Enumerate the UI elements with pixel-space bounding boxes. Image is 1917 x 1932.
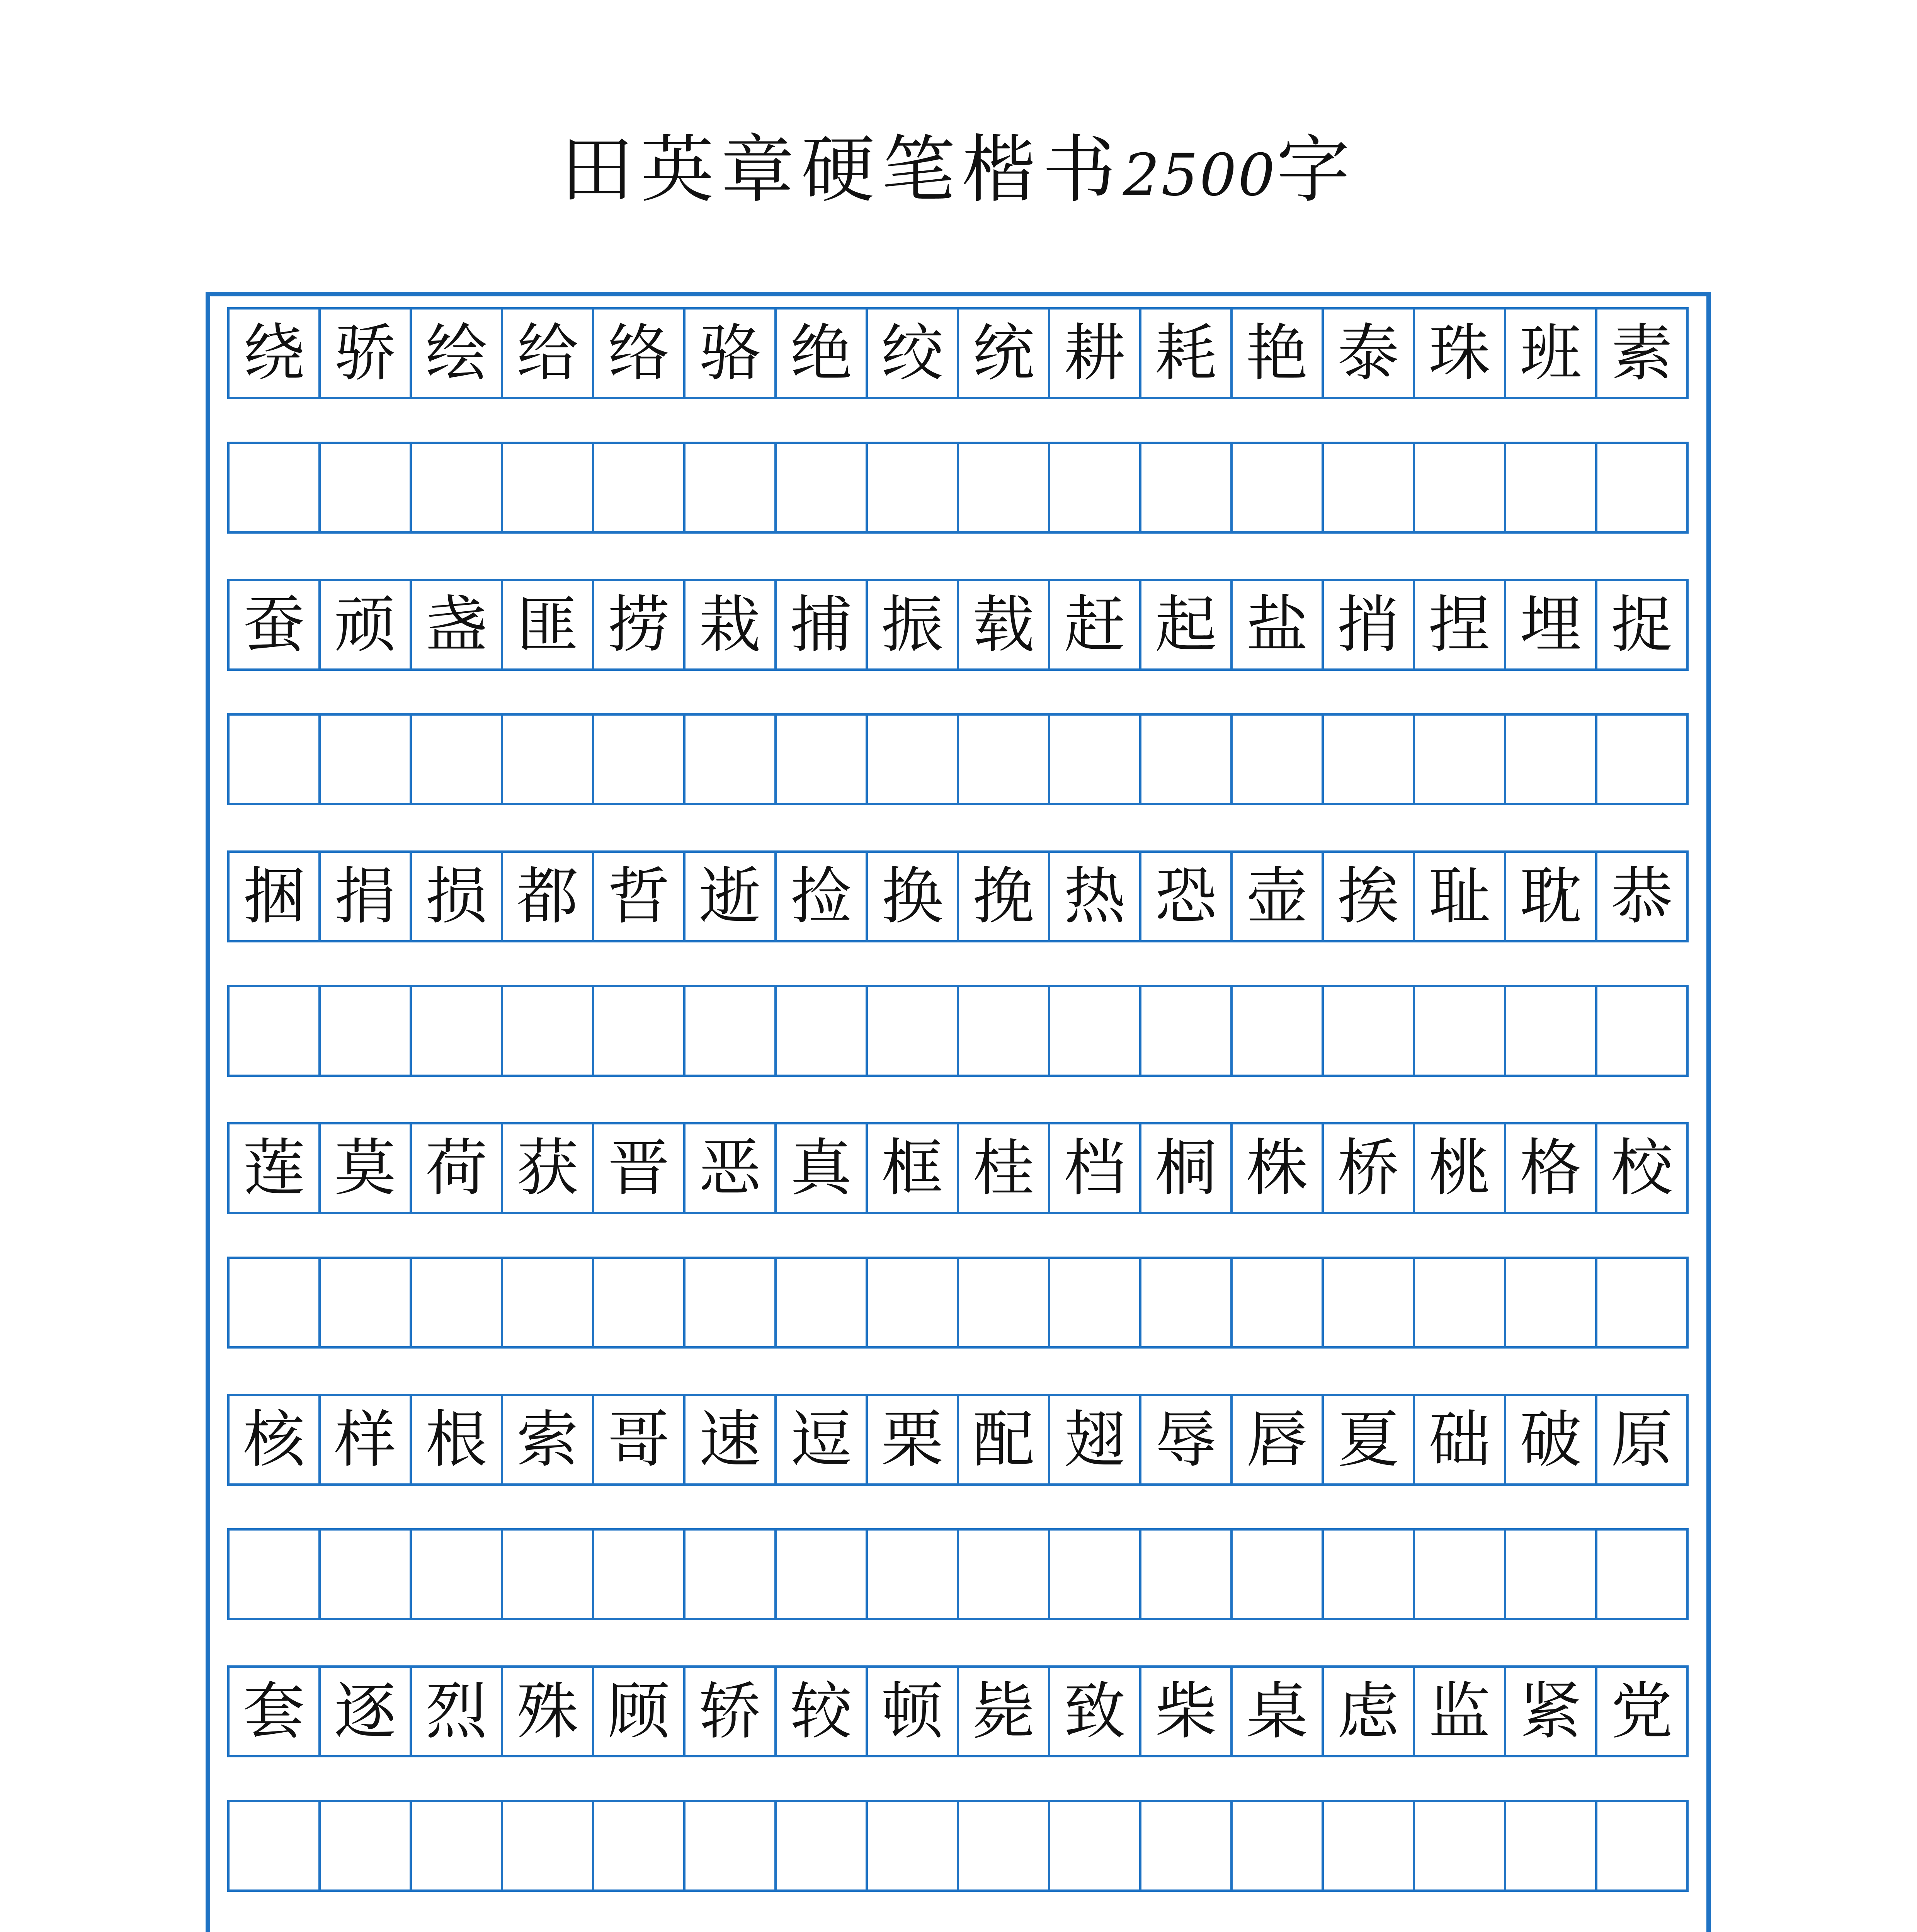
practice-blank-cell[interactable]: [1233, 987, 1324, 1077]
practice-blank-cell[interactable]: [1415, 716, 1506, 805]
character-cell: 班: [1506, 310, 1597, 399]
character-cell: 莫: [321, 1124, 412, 1214]
character-cell: 哲: [594, 853, 685, 942]
character-cell: 挽: [959, 853, 1050, 942]
character-cell: 桥: [1324, 1124, 1415, 1214]
practice-blank-cell[interactable]: [594, 1531, 685, 1620]
character-cell: 耗: [1141, 310, 1233, 399]
practice-blank-cell[interactable]: [1415, 987, 1506, 1077]
practice-blank-cell[interactable]: [1506, 444, 1597, 534]
practice-blank-cell[interactable]: [1233, 1531, 1324, 1620]
character-cell: 致: [1050, 1668, 1141, 1757]
practice-blank-cell[interactable]: [868, 1259, 959, 1349]
character-cell: 柴: [1141, 1668, 1233, 1757]
character-cell: 顽: [321, 581, 412, 671]
character-cell: 耽: [1506, 853, 1597, 942]
character-cell: 捉: [1597, 581, 1689, 671]
character-cell: 档: [1050, 1124, 1141, 1214]
character-cell: 热: [1050, 853, 1141, 942]
character-cell: 统: [959, 310, 1050, 399]
practice-blank-cell[interactable]: [594, 444, 685, 534]
practice-blank-cell[interactable]: [503, 1531, 594, 1620]
practice-blank-cell[interactable]: [503, 1802, 594, 1892]
character-cell: 盏: [412, 581, 503, 671]
practice-blank-cell[interactable]: [685, 444, 777, 534]
practice-blank-cell[interactable]: [1050, 987, 1141, 1077]
practice-blank-cell[interactable]: [777, 444, 868, 534]
practice-blank-cell[interactable]: [1324, 1531, 1415, 1620]
practice-blank-cell[interactable]: [594, 987, 685, 1077]
practice-blank-cell[interactable]: [1050, 1802, 1141, 1892]
character-cell: 捏: [1415, 581, 1506, 671]
practice-blank-cell[interactable]: [959, 1259, 1050, 1349]
practice-blank-cell[interactable]: [230, 716, 321, 805]
practice-blank-cell[interactable]: [1415, 1802, 1506, 1892]
practice-blank-cell[interactable]: [1506, 716, 1597, 805]
character-cell: 绕: [230, 310, 321, 399]
practice-blank-cell[interactable]: [959, 1531, 1050, 1620]
character-cell: 校: [1597, 1124, 1689, 1214]
practice-blank-cell[interactable]: [412, 987, 503, 1077]
practice-blank-cell[interactable]: [959, 444, 1050, 534]
character-cell: 都: [503, 853, 594, 942]
character-cell: 逝: [685, 853, 777, 942]
character-cell: 较: [777, 1668, 868, 1757]
practice-blank-cell[interactable]: [1415, 1531, 1506, 1620]
character-cell: 样: [321, 1396, 412, 1486]
practice-blank-cell[interactable]: [777, 1259, 868, 1349]
character-cell: 骄: [321, 310, 412, 399]
practice-blank-cell[interactable]: [685, 1802, 777, 1892]
character-cell: 振: [868, 581, 959, 671]
character-cell: 殊: [503, 1668, 594, 1757]
character-cell: 真: [777, 1124, 868, 1214]
character-cell: 损: [412, 853, 503, 942]
practice-blank-cell[interactable]: [868, 1531, 959, 1620]
character-cell: 蚕: [230, 581, 321, 671]
character-cell: 桐: [1141, 1124, 1233, 1214]
title-number: 2500: [1123, 142, 1277, 209]
practice-blank-row: [227, 985, 1689, 1077]
character-cell: 顾: [594, 1668, 685, 1757]
practice-blank-cell[interactable]: [1141, 444, 1233, 534]
character-cell: 匪: [503, 581, 594, 671]
character-cell: 绘: [412, 310, 503, 399]
character-cell: 捡: [777, 853, 868, 942]
character-cell: 烈: [412, 1668, 503, 1757]
character-cell: 埋: [1506, 581, 1597, 671]
practice-blank-cell[interactable]: [503, 1259, 594, 1349]
practice-blank-cell[interactable]: [1233, 716, 1324, 805]
character-cell: 获: [503, 1124, 594, 1214]
character-cell: 恶: [685, 1124, 777, 1214]
character-cell: 莲: [230, 1124, 321, 1214]
practice-blank-cell[interactable]: [777, 1802, 868, 1892]
character-cell: 核: [230, 1396, 321, 1486]
practice-blank-cell[interactable]: [1597, 987, 1689, 1077]
practice-blank-row: [227, 1800, 1689, 1892]
character-cell: 毙: [959, 1668, 1050, 1757]
practice-blank-cell[interactable]: [503, 444, 594, 534]
practice-blank-cell[interactable]: [321, 444, 412, 534]
character-cell: 绞: [868, 310, 959, 399]
practice-blank-cell[interactable]: [1233, 444, 1324, 534]
practice-blank-cell[interactable]: [1141, 1802, 1233, 1892]
character-cell: 栗: [868, 1396, 959, 1486]
title-text: 田英章硬笔楷书: [560, 127, 1123, 213]
character-cell: 壶: [1233, 853, 1324, 942]
character-cell: 唇: [1233, 1396, 1324, 1486]
character-cell: 盐: [1233, 581, 1324, 671]
character-cell: 株: [1233, 1124, 1324, 1214]
character-cell: 翅: [1050, 1396, 1141, 1486]
practice-blank-cell[interactable]: [412, 1531, 503, 1620]
character-cell: 络: [594, 310, 685, 399]
practice-blank-cell[interactable]: [321, 716, 412, 805]
practice-blank-cell[interactable]: [412, 1802, 503, 1892]
practice-blank-cell[interactable]: [1415, 444, 1506, 534]
practice-blank-cell[interactable]: [685, 1259, 777, 1349]
character-cell: 桌: [1233, 1668, 1324, 1757]
character-cell: 恐: [1141, 853, 1233, 942]
practice-blank-row: [227, 1257, 1689, 1349]
character-cell: 素: [1597, 310, 1689, 399]
character-cell: 捞: [594, 581, 685, 671]
character-cell: 珠: [1415, 310, 1506, 399]
character-row: [227, 1122, 1689, 1214]
practice-blank-cell[interactable]: [777, 1531, 868, 1620]
character-cell: 晋: [594, 1124, 685, 1214]
character-cell: 捐: [321, 853, 412, 942]
practice-blank-cell[interactable]: [321, 1531, 412, 1620]
practice-blank-cell[interactable]: [1597, 1259, 1689, 1349]
character-cell: 破: [1506, 1396, 1597, 1486]
character-cell: 紧: [1506, 1668, 1597, 1757]
character-cell: 逐: [321, 1668, 412, 1757]
practice-blank-cell[interactable]: [1050, 1531, 1141, 1620]
practice-blank-cell[interactable]: [321, 1259, 412, 1349]
character-cell: 给: [503, 310, 594, 399]
title-suffix: 字: [1276, 127, 1357, 213]
character-cell: 耕: [1050, 310, 1141, 399]
practice-blank-cell[interactable]: [1324, 444, 1415, 534]
practice-blank-cell[interactable]: [1324, 987, 1415, 1077]
practice-blank-cell[interactable]: [412, 716, 503, 805]
practice-blank-cell[interactable]: [1141, 987, 1233, 1077]
character-cell: 辱: [1141, 1396, 1233, 1486]
practice-blank-cell[interactable]: [868, 444, 959, 534]
practice-blank-cell[interactable]: [959, 1802, 1050, 1892]
character-cell: 耻: [1415, 853, 1506, 942]
practice-blank-cell[interactable]: [1415, 1259, 1506, 1349]
practice-blank-cell[interactable]: [1597, 1802, 1689, 1892]
character-cell: 桃: [1415, 1124, 1506, 1214]
character-cell: 虑: [1324, 1668, 1415, 1757]
page-title: [0, 128, 1917, 218]
character-cell: 恭: [1597, 853, 1689, 942]
character-cell: 荷: [412, 1124, 503, 1214]
character-cell: 格: [1506, 1124, 1597, 1214]
character-cell: 础: [1415, 1396, 1506, 1486]
character-cell: 艳: [1233, 310, 1324, 399]
character-cell: 夏: [1324, 1396, 1415, 1486]
practice-blank-cell[interactable]: [321, 1802, 412, 1892]
practice-blank-cell[interactable]: [777, 987, 868, 1077]
practice-blank-cell[interactable]: [1506, 1531, 1597, 1620]
practice-blank-cell[interactable]: [1050, 444, 1141, 534]
practice-blank-cell[interactable]: [1324, 1259, 1415, 1349]
practice-blank-cell[interactable]: [1141, 716, 1233, 805]
practice-blank-cell[interactable]: [321, 987, 412, 1077]
practice-blank-cell[interactable]: [1141, 1531, 1233, 1620]
practice-blank-cell[interactable]: [230, 1531, 321, 1620]
character-cell: 起: [1141, 581, 1233, 671]
character-row: [227, 579, 1689, 671]
practice-blank-cell[interactable]: [412, 444, 503, 534]
character-cell: 轿: [685, 1668, 777, 1757]
character-row: [227, 307, 1689, 399]
practice-blank-row: [227, 442, 1689, 534]
practice-blank-cell[interactable]: [230, 1259, 321, 1349]
practice-blank-cell[interactable]: [1141, 1259, 1233, 1349]
character-cell: 根: [412, 1396, 503, 1486]
practice-blank-cell[interactable]: [230, 444, 321, 534]
character-row: [227, 850, 1689, 942]
practice-blank-cell[interactable]: [412, 1259, 503, 1349]
character-row: [227, 1394, 1689, 1486]
practice-blank-row: [227, 713, 1689, 805]
character-cell: 载: [959, 581, 1050, 671]
practice-blank-cell[interactable]: [503, 716, 594, 805]
practice-blank-cell[interactable]: [959, 987, 1050, 1077]
character-cell: 赶: [1050, 581, 1141, 671]
character-cell: 绝: [777, 310, 868, 399]
practice-blank-cell[interactable]: [868, 1802, 959, 1892]
practice-blank-cell[interactable]: [594, 1259, 685, 1349]
practice-blank-cell[interactable]: [1506, 1802, 1597, 1892]
character-cell: 挨: [1324, 853, 1415, 942]
character-cell: 骆: [685, 310, 777, 399]
practice-blank-cell[interactable]: [1233, 1259, 1324, 1349]
practice-blank-cell[interactable]: [594, 1802, 685, 1892]
character-cell: 捎: [1324, 581, 1415, 671]
character-cell: 索: [503, 1396, 594, 1486]
practice-blank-cell[interactable]: [685, 716, 777, 805]
character-cell: 换: [868, 853, 959, 942]
character-cell: 框: [868, 1124, 959, 1214]
practice-blank-cell[interactable]: [868, 987, 959, 1077]
practice-blank-cell[interactable]: [685, 987, 777, 1077]
practice-blank-cell[interactable]: [959, 716, 1050, 805]
practice-blank-cell[interactable]: [1324, 1802, 1415, 1892]
practice-blank-cell[interactable]: [1597, 444, 1689, 534]
character-row: [227, 1665, 1689, 1757]
character-cell: 栽: [685, 581, 777, 671]
practice-blank-cell[interactable]: [1233, 1802, 1324, 1892]
character-cell: 原: [1597, 1396, 1689, 1486]
practice-blank-cell[interactable]: [868, 716, 959, 805]
character-cell: 哥: [594, 1396, 685, 1486]
character-cell: 泰: [1324, 310, 1415, 399]
practice-blank-cell[interactable]: [685, 1531, 777, 1620]
character-cell: 配: [959, 1396, 1050, 1486]
practice-blank-cell[interactable]: [230, 987, 321, 1077]
character-cell: 监: [1415, 1668, 1506, 1757]
character-cell: 顿: [868, 1668, 959, 1757]
practice-blank-cell[interactable]: [1050, 1259, 1141, 1349]
character-cell: 桂: [959, 1124, 1050, 1214]
character-cell: 逗: [777, 1396, 868, 1486]
character-cell: 党: [1597, 1668, 1689, 1757]
practice-blank-cell[interactable]: [1050, 716, 1141, 805]
character-cell: 套: [230, 1668, 321, 1757]
practice-blank-cell[interactable]: [1506, 1259, 1597, 1349]
character-cell: 捕: [777, 581, 868, 671]
practice-blank-cell[interactable]: [230, 1802, 321, 1892]
practice-blank-cell[interactable]: [1597, 1531, 1689, 1620]
practice-blank-cell[interactable]: [1597, 716, 1689, 805]
practice-blank-cell[interactable]: [503, 987, 594, 1077]
practice-blank-cell[interactable]: [1324, 716, 1415, 805]
practice-blank-cell[interactable]: [1506, 987, 1597, 1077]
practice-blank-cell[interactable]: [594, 716, 685, 805]
practice-blank-cell[interactable]: [777, 716, 868, 805]
practice-blank-row: [227, 1528, 1689, 1620]
character-cell: 捆: [230, 853, 321, 942]
character-cell: 速: [685, 1396, 777, 1486]
